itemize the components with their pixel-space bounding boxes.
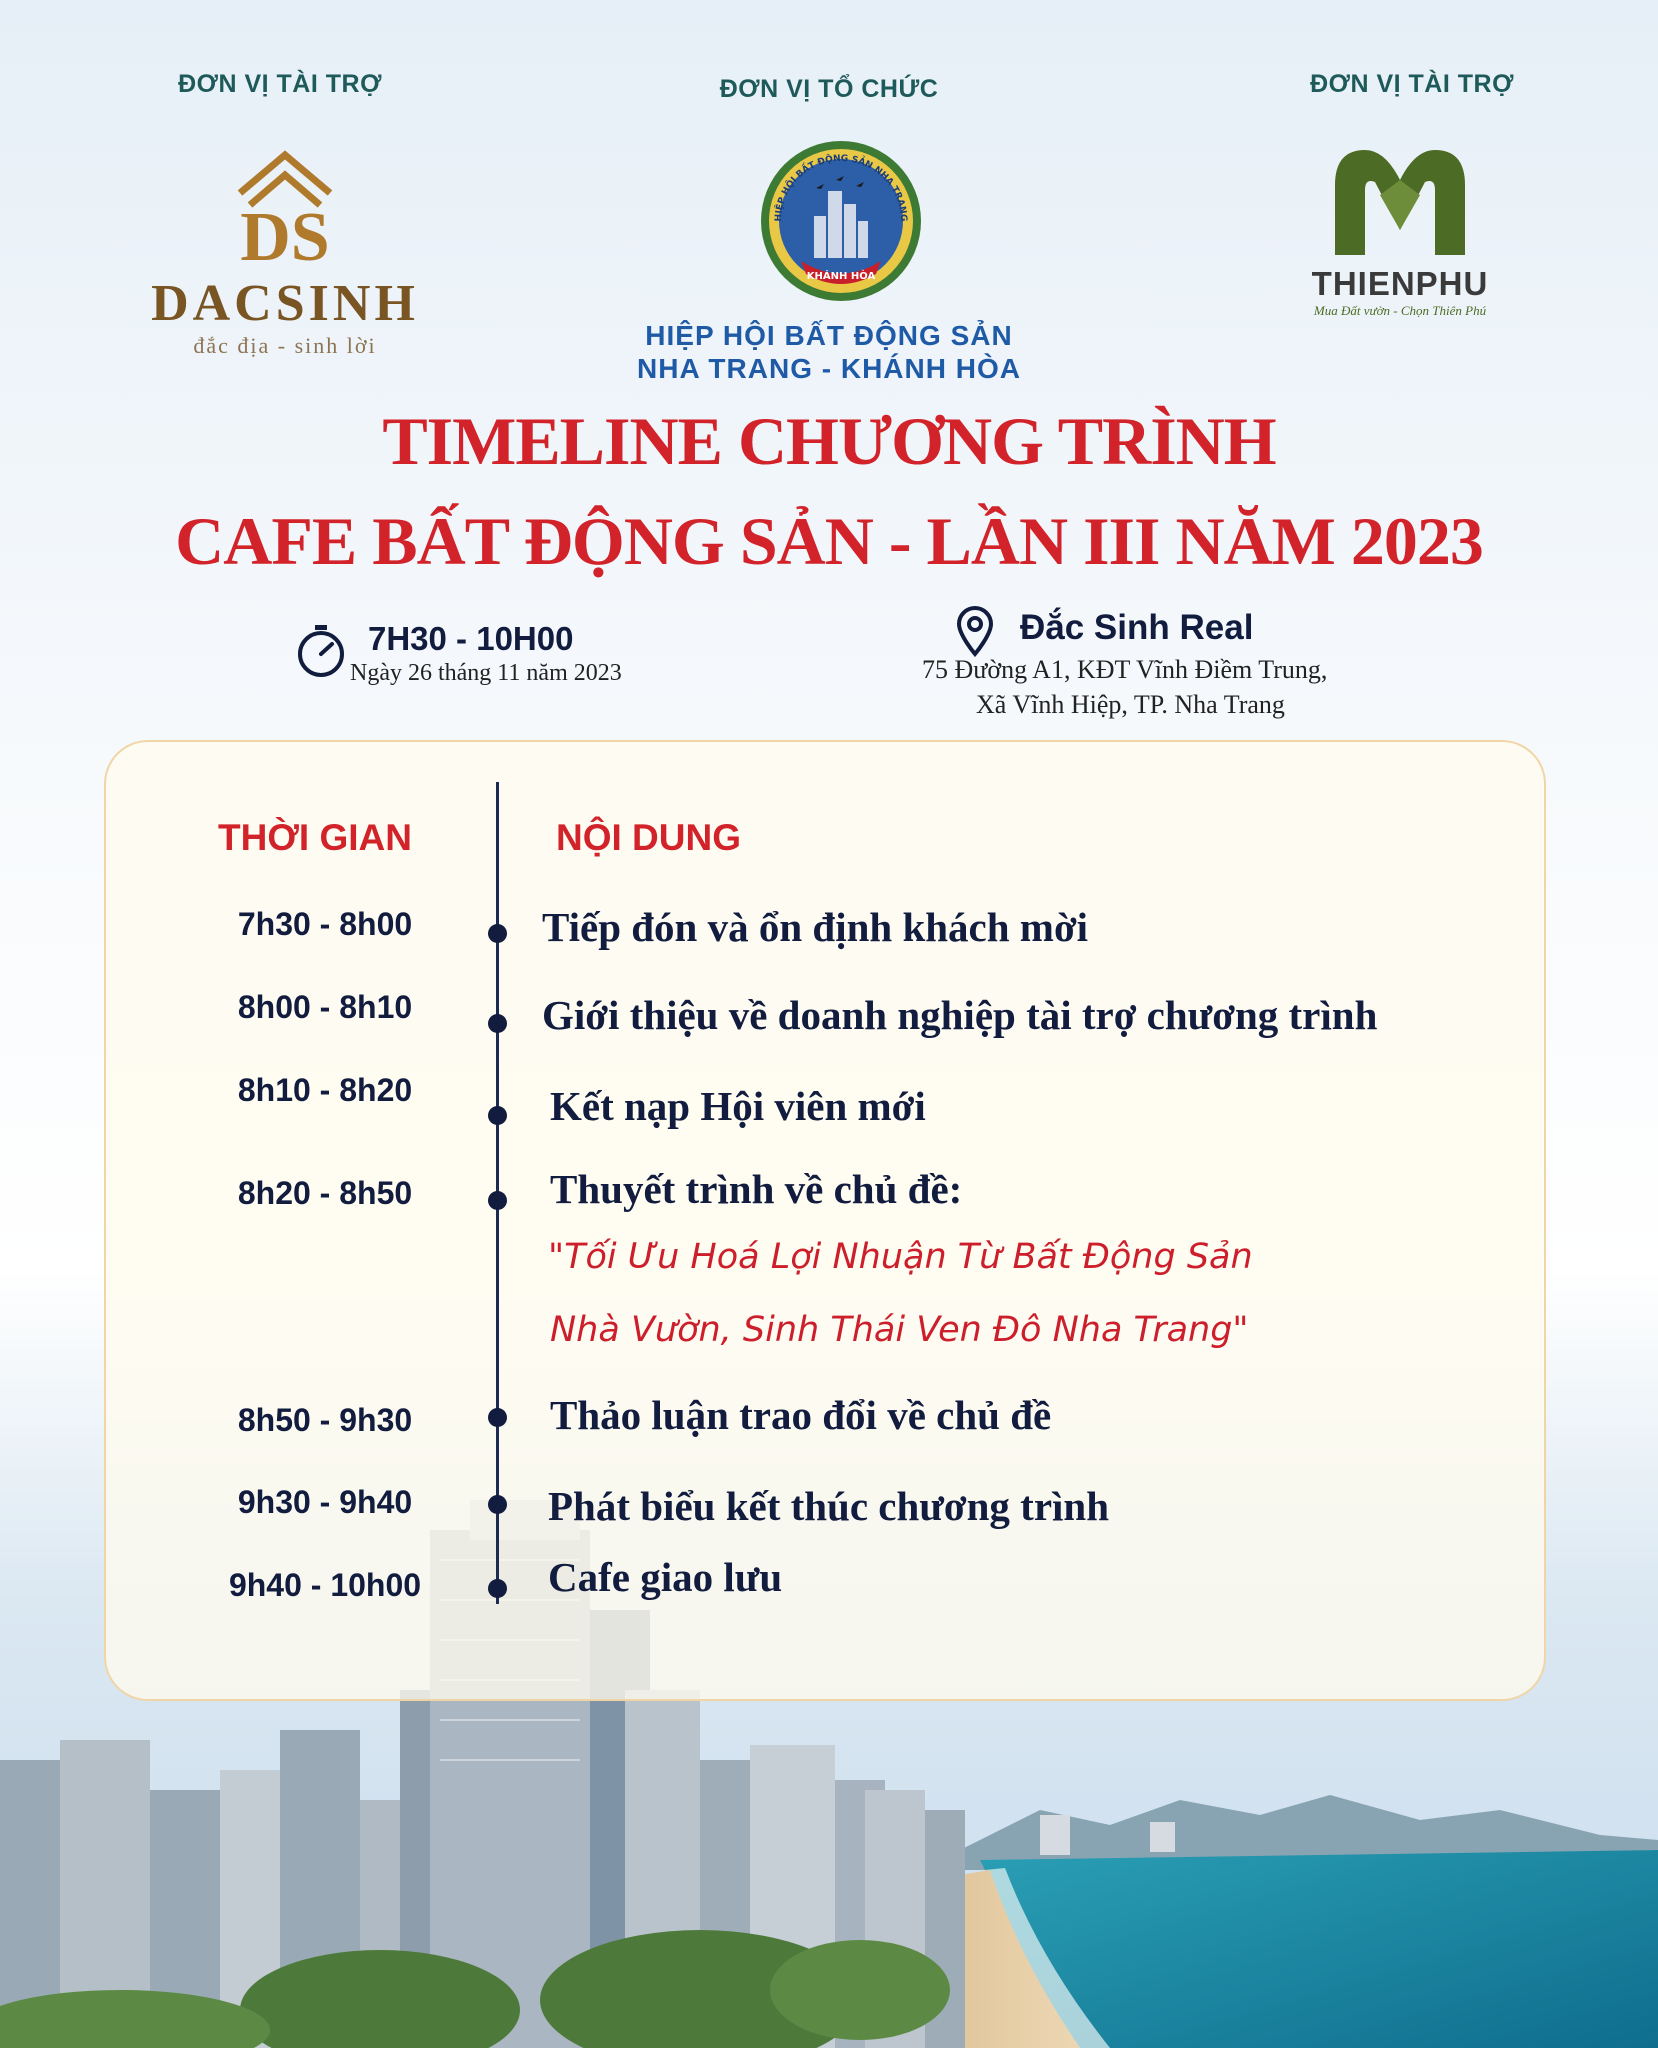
organizer-label: ĐƠN VỊ TỔ CHỨC — [719, 75, 939, 103]
venue-address-line2: Xã Vĩnh Hiệp, TP. Nha Trang — [976, 690, 1285, 719]
event-time-range: 7H30 - 10H00 — [368, 620, 574, 657]
title-line2: CAFE BẤT ĐỘNG SẢN - LẦN III NĂM 2023 — [175, 503, 1483, 579]
row-content: Cafe giao lưu — [548, 1554, 783, 1600]
thienphu-logo — [1300, 140, 1500, 320]
timeline-dot — [488, 1495, 507, 1514]
organizer-name-line1: HIỆP HỘI BẤT ĐỘNG SẢN — [645, 320, 1013, 351]
timer-icon — [295, 623, 347, 679]
dacsinh-logo — [150, 135, 420, 358]
timeline-dot — [488, 1579, 507, 1598]
organizer-seal-icon — [756, 136, 926, 306]
row-time: 7h30 - 8h00 — [237, 906, 413, 942]
row-time: 8h50 - 9h30 — [237, 1402, 413, 1438]
location-pin-icon — [955, 605, 995, 657]
row-content: Tiếp đón và ổn định khách mời — [542, 904, 1089, 950]
timeline-dot — [488, 1106, 507, 1125]
row-time: 9h40 - 10h00 — [228, 1567, 422, 1603]
seal-ring-text: HIỆP HỘI BẤT ĐỘNG SẢN NHA TRANG — [773, 153, 909, 222]
row-time: 9h30 - 9h40 — [237, 1484, 413, 1520]
topic-line1: "Tối Ưu Hoá Lợi Nhuận Từ Bất Động Sản — [548, 1237, 1253, 1277]
organizer-name-line2: NHA TRANG - KHÁNH HÒA — [637, 353, 1021, 384]
schedule-card — [104, 740, 1546, 1701]
thienphu-tagline: Mua Đất vườn - Chọn Thiên Phú — [1313, 303, 1487, 318]
organizer-seal — [756, 136, 926, 306]
row-content: Giới thiệu về doanh nghiệp tài trợ chương trình — [542, 992, 1378, 1038]
row-time: 8h00 - 8h10 — [237, 989, 413, 1025]
thienphu-m-icon — [1300, 140, 1500, 260]
timeline-dot — [488, 924, 507, 943]
thienphu-brand: THIENPHU — [1311, 265, 1489, 302]
event-date: Ngày 26 tháng 11 năm 2023 — [350, 660, 622, 686]
header-content: NỘI DUNG — [556, 817, 741, 858]
sponsor-left-label: ĐƠN VỊ TÀI TRỢ — [178, 70, 382, 98]
row-content: Phát biểu kết thúc chương trình — [548, 1483, 1110, 1529]
topic-line2: Nhà Vườn, Sinh Thái Ven Đô Nha Trang" — [550, 1310, 1249, 1350]
sponsor-right-label: ĐƠN VỊ TÀI TRỢ — [1310, 70, 1514, 98]
timeline-dot — [488, 1408, 507, 1427]
title-line1: TIMELINE CHƯƠNG TRÌNH — [382, 403, 1276, 479]
row-time: 8h20 - 8h50 — [237, 1175, 413, 1211]
row-content: Thảo luận trao đổi về chủ đề — [550, 1392, 1052, 1438]
timeline-dot — [488, 1014, 507, 1033]
row-time: 8h10 - 8h20 — [237, 1072, 413, 1108]
row-content: Thuyết trình về chủ đề: — [550, 1166, 963, 1212]
venue-name: Đắc Sinh Real — [1020, 608, 1254, 647]
venue-address-line1: 75 Đường A1, KĐT Vĩnh Điềm Trung, — [922, 655, 1328, 684]
header-time: THỜI GIAN — [218, 817, 412, 858]
dacsinh-house-icon — [150, 135, 420, 275]
dacsinh-tagline: đắc địa - sinh lời — [193, 333, 377, 358]
seal-bottom-text: KHÁNH HÒA — [806, 271, 876, 282]
row-content: Kết nạp Hội viên mới — [550, 1083, 926, 1129]
dacsinh-brand: DACSINH — [151, 275, 419, 332]
timeline-dot — [488, 1191, 507, 1210]
dacsinh-monogram: DS — [240, 199, 330, 275]
